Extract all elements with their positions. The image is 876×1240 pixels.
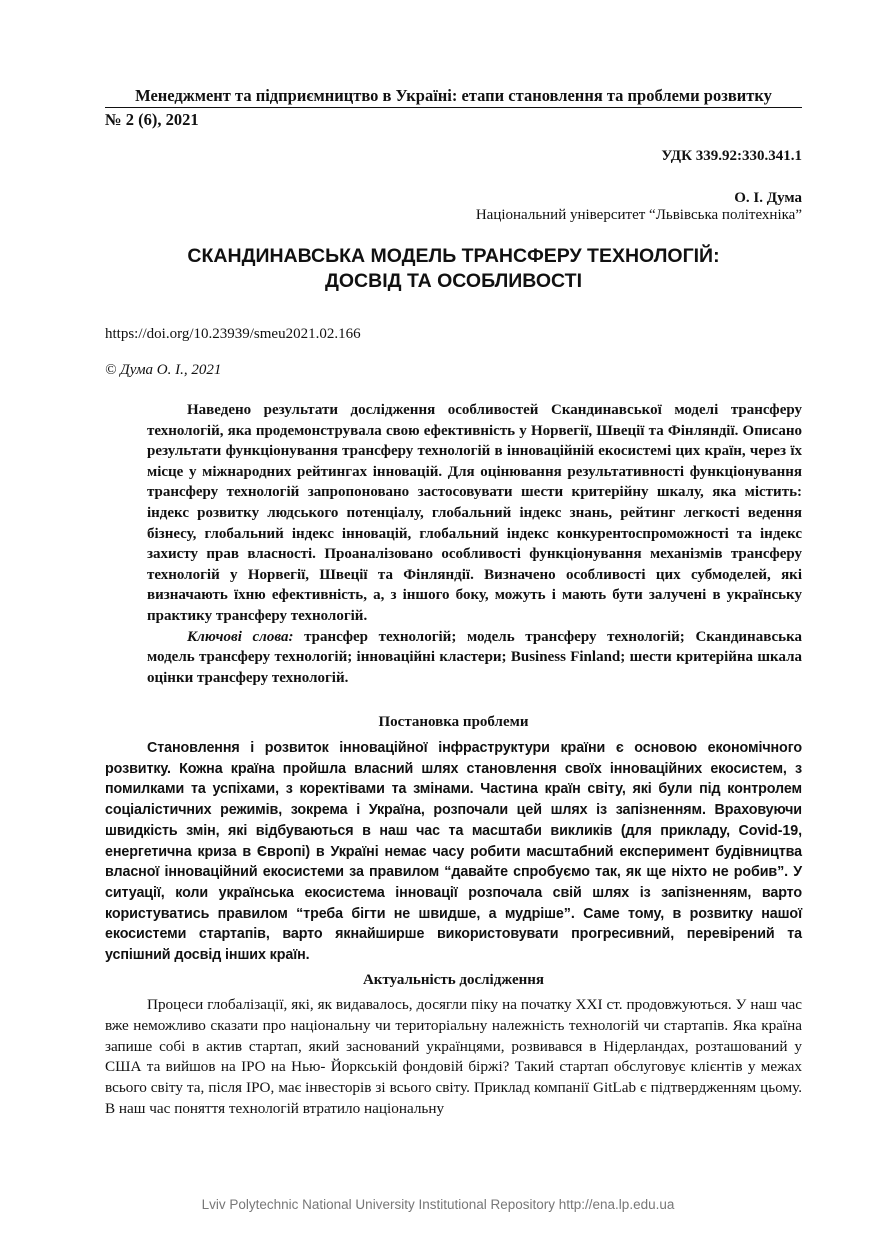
author-name: О. І. Дума	[734, 190, 802, 206]
author-affiliation: Національний університет “Львівська політехніка”	[475, 207, 802, 223]
section-relevance-body	[105, 995, 802, 1120]
article-title	[105, 244, 802, 294]
section-heading-relevance: Актуальність дослідження	[362, 972, 545, 988]
section-problem-paragraph: Становлення і розвиток інноваційної інфраструктури країни є основою економічного розвитку. Кожна країна пройшла власний шлях становлення своїх інноваційних екосистем, з помилками та успіхами, з коректівами та змінами. Частина країн світу, які були під контролем соціалістичних режимів, зокрема і Україна, розпочали цей шлях із запізненням. Враховуючи швидкість змін, які відбуваються в наш час та масштаби викликів (для прикладу, Covid-19, енергетична криза в Європі) в Україні немає часу робити масштабний експеримент будівництва власної інноваційний екосистеми за правилом “давайте спробуємо так, як ще ніхто не робив”. У ситуації, коли українська екосистема інновації розпочала свій шлях із запізненням, варто користуватись правилом “треба бігти не швидше, а мудріше”. Саме тому, в розвитку нашої екосистеми стартапів, варто якнайширше використовувати прогресивний, перевірений та успішний досвід інших країн.	[105, 740, 802, 964]
abstract	[147, 400, 802, 688]
abstract-text: Наведено результати дослідження особливостей Скандинавської моделі трансферу технологій, яка продемонструвала свою ефективність у Норвегії, Швеції та Фінляндії. Описано результати функціонування трансферу технологій в інноваційній екосистемі цих країн, через їх місце у міжнародних рейтингах інновацій. Для оцінювання результативності функціонування трансферу технологій запропоновано застосовувати шести критерійну шкалу, яка містить: індекс розвитку людського потенціалу, глобальний індекс знань, рейтинг легкості ведення бізнесу, глобальний індекс інновацій, глобальний індекс конкурентоспроможності та індекс захисту прав власності. Проаналізовано особливості функціонування механізмів трансферу технологій у Норвегії, Швеції та Фінляндії. Визначено особливості цих субмоделей, які визначають їхню ефективність, а, з іншого боку, можуть і мають бути залучені в українську практику трансферу технологій.	[147, 402, 802, 624]
section-heading-problem: Постановка проблеми	[378, 714, 529, 730]
article-title-line-1: СКАНДИНАВСЬКА МОДЕЛЬ ТРАНСФЕРУ ТЕХНОЛОГІЙ:	[187, 245, 720, 267]
copyright: © Дума О. І., 2021	[105, 362, 222, 378]
doi-link[interactable]: https://doi.org/10.23939/smeu2021.02.166	[105, 326, 361, 342]
keywords	[147, 627, 802, 689]
udc-code: УДК 339.92:330.341.1	[661, 148, 802, 164]
section-problem-body	[105, 738, 802, 966]
repository-footer: Lviv Polytechnic National University Institutional Repository http://ena.lp.edu.ua	[201, 1197, 675, 1212]
article-title-line-2: ДОСВІД ТА ОСОБЛИВОСТІ	[325, 270, 582, 292]
issue-number: № 2 (6), 2021	[105, 110, 199, 129]
header-rule	[105, 107, 802, 108]
section-relevance-paragraph: Процеси глобалізації, які, як видавалось, досягли піку на початку XXI ст. продовжуються. У наш час вже неможливо сказати про національну чи територіальну належність технологій чи стартапів. Яка країна запише собі в актив стартап, який заснований українцями, розвивався в Нідерландах, розташований у США та вийшов на IPO на Нью- Йоркській фондовій біржі? Такий стартап обслуговує клієнтів у межах всього світу та, після IPO, має інвесторів зі всього світу. Приклад компанії GitLab є підтвердженням цьому. В наш час поняття технологій втратило національну	[105, 996, 802, 1117]
keywords-label: Ключові слова:	[187, 628, 294, 645]
keywords-list: трансфер технологій; модель трансферу технологій; Скандинавська модель трансферу технологій; інноваційні кластери; Business Finland; шести критерійна шкала оцінки трансферу технологій.	[147, 628, 802, 686]
journal-title: Менеджмент та підприємництво в Україні: етапи становлення та проблеми розвитку	[135, 86, 772, 105]
